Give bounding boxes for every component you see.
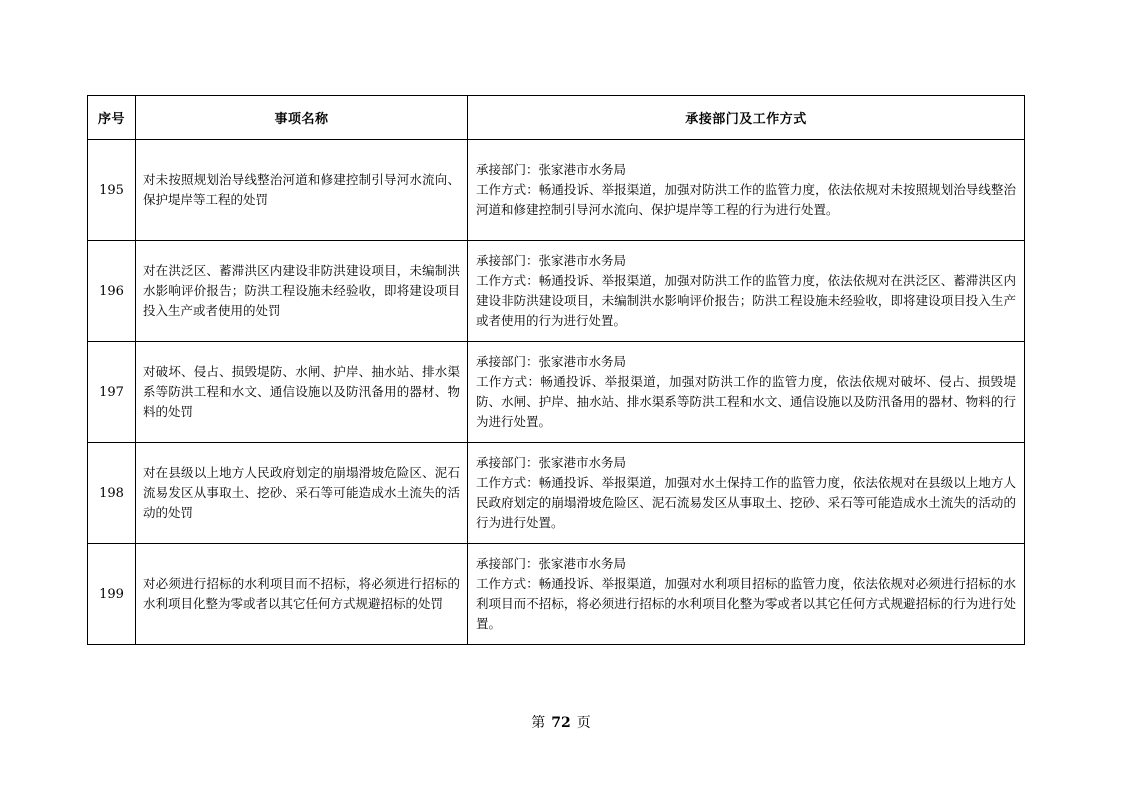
row-serial-number: 196 bbox=[88, 241, 136, 342]
row-serial-number: 195 bbox=[88, 140, 136, 241]
row-work-method: 工作方式：畅通投诉、举报渠道，加强对水土保持工作的监管力度，依法依规对在县级以上地方人民政府划定的崩塌滑坡危险区、泥石流易发区从事取土、挖砂、采石等可能造成水土流失的活动的行为进行处置。 bbox=[476, 475, 1016, 530]
row-department: 承接部门：张家港市水务局 bbox=[476, 455, 627, 470]
table-body bbox=[88, 140, 1025, 645]
row-department: 承接部门：张家港市水务局 bbox=[476, 162, 627, 177]
header-department-method: 承接部门及工作方式 bbox=[468, 96, 1025, 140]
row-matter-name: 对破坏、侵占、损毁堤防、水闸、护岸、抽水站、排水渠系等防洪工程和水文、通信设施以及防汛备用的器材、物料的处罚 bbox=[136, 342, 468, 443]
header-serial-number: 序号 bbox=[88, 96, 136, 140]
row-work-method: 工作方式：畅通投诉、举报渠道，加强对防洪工作的监管力度，依法依规对在洪泛区、蓄滞洪区内建设非防洪建设项目，未编制洪水影响评价报告；防洪工程设施未经验收，即将建设项目投入生产或者使用的行为进行处置。 bbox=[476, 273, 1016, 328]
row-serial-number: 198 bbox=[88, 443, 136, 544]
header-matter-name: 事项名称 bbox=[136, 96, 468, 140]
row-matter-name: 对在县级以上地方人民政府划定的崩塌滑坡危险区、泥石流易发区从事取土、挖砂、采石等可能造成水土流失的活动的处罚 bbox=[136, 443, 468, 544]
row-department: 承接部门：张家港市水务局 bbox=[476, 253, 627, 268]
header-row bbox=[88, 96, 1025, 140]
row-department: 承接部门：张家港市水务局 bbox=[476, 354, 627, 369]
row-matter-name: 对未按照规划治导线整治河道和修建控制引导河水流向、保护堤岸等工程的处罚 bbox=[136, 140, 468, 241]
table-header bbox=[88, 96, 1025, 140]
row-work-method: 工作方式：畅通投诉、举报渠道，加强对防洪工作的监管力度，依法依规对未按照规划治导线整治河道和修建控制引导河水流向、保护堤岸等工程的行为进行处置。 bbox=[476, 182, 1016, 217]
row-work-method: 工作方式：畅通投诉、举报渠道，加强对防洪工作的监管力度，依法依规对破坏、侵占、损毁堤防、水闸、护岸、抽水站、排水渠系等防洪工程和水文、通信设施以及防汛备用的器材、物料的行为进行处置。 bbox=[476, 374, 1016, 429]
table-row bbox=[88, 140, 1025, 241]
page-prefix: 第 bbox=[531, 715, 546, 731]
table-row bbox=[88, 342, 1025, 443]
table-row bbox=[88, 443, 1025, 544]
table-row bbox=[88, 241, 1025, 342]
table-row bbox=[88, 544, 1025, 645]
row-department-method bbox=[468, 241, 1025, 342]
row-matter-name: 对必须进行招标的水利项目而不招标，将必须进行招标的水利项目化整为零或者以其它任何方式规避招标的处罚 bbox=[136, 544, 468, 645]
row-department: 承接部门：张家港市水务局 bbox=[476, 556, 627, 571]
row-department-method bbox=[468, 443, 1025, 544]
row-department-method bbox=[468, 140, 1025, 241]
row-serial-number: 199 bbox=[88, 544, 136, 645]
page-suffix: 页 bbox=[576, 715, 591, 731]
row-serial-number: 197 bbox=[88, 342, 136, 443]
row-department-method bbox=[468, 342, 1025, 443]
row-department-method bbox=[468, 544, 1025, 645]
page-footer bbox=[0, 712, 1122, 732]
page-number: 72 bbox=[551, 715, 571, 731]
row-matter-name: 对在洪泛区、蓄滞洪区内建设非防洪建设项目，未编制洪水影响评价报告；防洪工程设施未经验收，即将建设项目投入生产或者使用的处罚 bbox=[136, 241, 468, 342]
matters-table bbox=[87, 95, 1025, 645]
row-work-method: 工作方式：畅通投诉、举报渠道，加强对水利项目招标的监管力度，依法依规对必须进行招标的水利项目而不招标，将必须进行招标的水利项目化整为零或者以其它任何方式规避招标的行为进行处置。 bbox=[476, 576, 1016, 631]
